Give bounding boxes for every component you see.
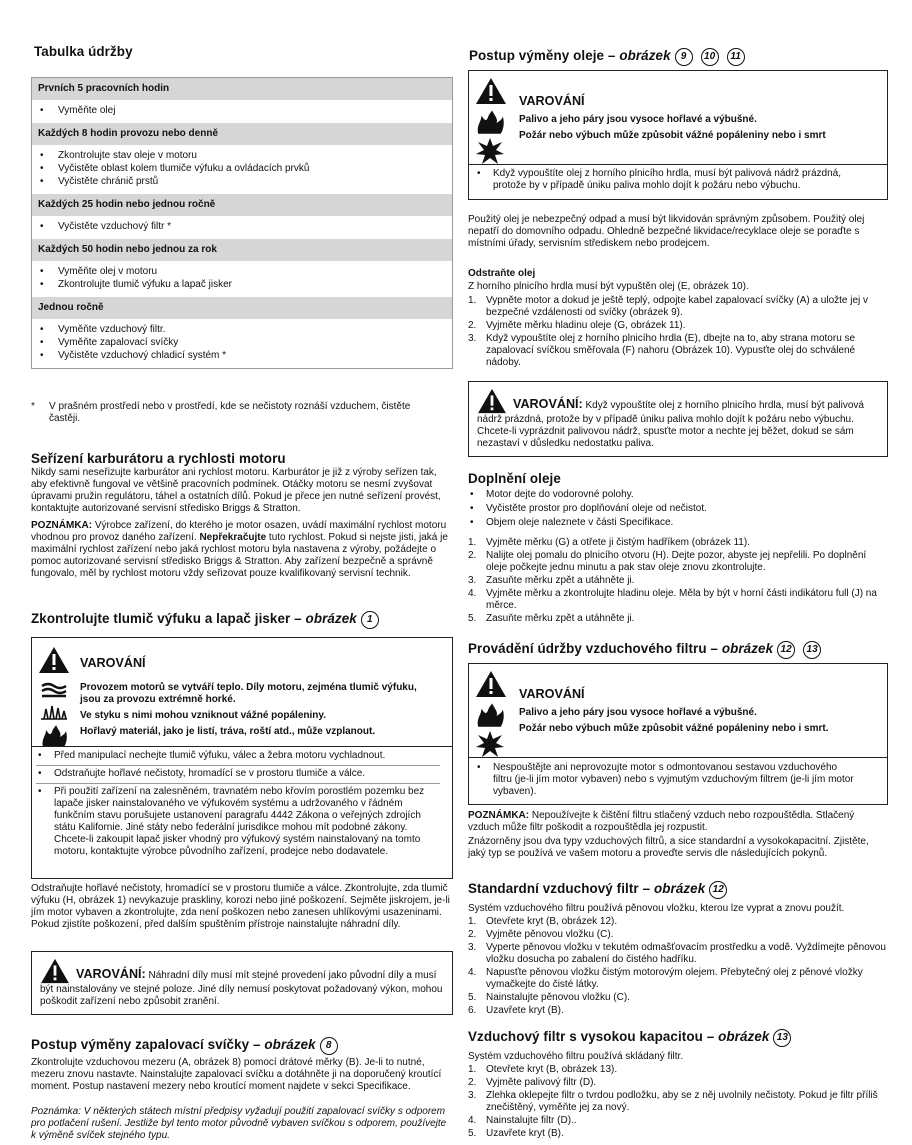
drain-warning-box: VAROVÁNÍ: Když vypouštíte olej z horního plnicího hrdla, musí být palivová nádrž prázdná, protože by v případě úniku paliva mohlo dojít k požáru nebo výbuchu. Chcete-li vyprázdnit palivovou nádrž, spusťte motor a nechte jej běžet, dokud se sám nezastaví v důsledku nedostatku paliva. <box>468 381 888 457</box>
std-filter-title: Standardní vzduchový filtr – obrázek 12 <box>468 881 727 899</box>
fill-bullets: • Motor dejte do vodorovné polohy. • Vyčistěte prostor pro doplňování oleje od nečistot. • Objem oleje naleznete v části Specifikace. <box>468 489 888 531</box>
maintenance-task: • Vyměňte vzduchový filtr. <box>38 324 452 336</box>
hot-surface-icon <box>40 682 68 700</box>
fill-section-title: Doplnění oleje <box>468 471 561 486</box>
air-warning-bullet: • Nespouštějte ani neprovozujte motor s odmontovanou sestavou vzduchového filtru (je-li jím motor vybaven) nebo s vyjmutým vzduchovým filtrem (je-li jím motor vybaven). <box>475 762 855 798</box>
drain-steps: 1. Vypněte motor a dokud je ještě teplý, odpojte kabel zapalovací svíčky (A) a uložte jej v bezpečné vzdálenosti od svíčky (obrázek 9). 2. Vyjměte měrku hladinu oleje (G, obrázek 11). 3. Když vypouštíte olej z horního plnicího hrdla (E), dbejte na to, aby strana motoru se zapalovací svíčkou směřovala (F) nahoru (Obrázek 10). Vypusťte olej do schválené nádoby. <box>468 295 869 368</box>
muffler-paragraph: Odstraňujte hořlavé nečistoty, hromadící se v prostoru tlumiče a válce. Zkontrolujte, zda tlumič výfuku (H, obrázek 1) nevykazuje praskliny, korozi nebo jiné poškození. Sejměte jiskrojem, je-li jím motor vybaven a zkontrolujte, zda není poškozen nebo zanesen uhlíkovými usazeninami. Pokud zjistíte poškození, před dalším spuštěním přístroje nainstalujte náhradní díly. <box>31 883 450 930</box>
std-filter-steps: 1. Otevřete kryt (B, obrázek 12). 2. Vyjměte pěnovou vložku (C). 3. Vyperte pěnovou vložku v tekutém odmašťovacím prostředku a vodě. Vyždímejte pěnovou vložku dosucha po zabalení do čistého hadříku. 4. Napusťte pěnovou vložku čistým motorovým olejem. Přebytečný olej z pěnové vložky vymačkejte do čisté látky. 5. Nainstalujte pěnovou vložku (C). 6. Uzavřete kryt (B). <box>468 916 886 1016</box>
hc-filter-title: Vzduchový filtr s vysokou kapacitou – obrázek 13 <box>468 1029 791 1047</box>
oil-warning-box: VAROVÁNÍ Palivo a jeho páry jsou vysoce hořlavé a výbušné. Požár nebo výbuch může způsobit vážné popáleniny nebo i smrt • Když vypouštíte olej z horního plnicího hrdla, musí být palivová nádrž prázdná, protože by v případě úniku paliva mohlo dojít k požáru nebo výbuchu. <box>468 70 888 200</box>
std-filter-intro: Systém vzduchového filtru používá pěnovou vložku, kterou lze vyprat a znovu použít. <box>468 903 845 914</box>
maintenance-interval-header: Jednou ročně <box>32 297 452 319</box>
maintenance-task: • Vyčistěte chránič prstů <box>38 176 452 188</box>
figure-badge: 12 <box>709 881 727 899</box>
muffler-warning-lines: Provozem motorů se vytváří teplo. Díly motoru, zejména tlumič výfuku, jsou za provozu extrémně horké. Ve styku s nimi mohou vzniknout vážné popáleniny. Hořlavý materiál, jako je listí, tráva, roští atd., může vzplanout. <box>80 682 417 737</box>
figure-badge: 1 <box>361 611 379 629</box>
air-types-paragraph: Znázorněny jsou dva typy vzduchových filtrů, a sice standardní a vysokokapacitní. Zjistěte, jaký typ se používá ve vašem motoru a proveďte servis dle následujících pokynů. <box>468 836 869 859</box>
muffler-warning-title: VAROVÁNÍ <box>80 656 146 670</box>
air-section-title: Provádění údržby vzduchového filtru – obrázek 12 13 <box>468 641 821 659</box>
plug-section-title: Postup výměny zapalovací svíčky – obrázek 8 <box>31 1037 338 1055</box>
grass-fire-icon <box>40 704 68 720</box>
warning-triangle-icon <box>475 77 507 105</box>
oil-section-title: Postup výměny oleje – obrázek 9 10 11 <box>469 48 745 66</box>
plug-note: Poznámka: V některých státech místní předpisy vyžadují použití zapalovací svíčky s odporem pro potlačení rušení. Jestliže byl tento motor původně vybaven svíčkou s odporem, používejte k výměně svíček stejného typu. <box>31 1106 447 1141</box>
carb-paragraph: Nikdy sami neseřizujte karburátor ani rychlost motoru. Karburátor je již z výroby seřízen tak, aby efektivně fungoval ve většině pracovních podmínek. Otáčky motoru se nesmí zvyšovat úpravami pružin regulátoru, táhel a ostatních dílů. Pokud je přece jen nutné seřízení provést, kontaktujte autorizované servisní středisko Briggs & Stratton. <box>31 467 441 514</box>
figure-badge: 13 <box>773 1029 791 1047</box>
explosion-icon <box>475 137 505 165</box>
maintenance-interval-header: Každých 8 hodin provozu nebo denně <box>32 123 452 145</box>
muffler-warning-box <box>31 637 453 879</box>
maintenance-task-list <box>32 319 452 368</box>
muffler-warning-bullets: • Před manipulací nechejte tlumič výfuku, válec a žebra motoru vychladnout. • Odstraňujte hořlavé nečistoty, hromadící se v prostoru tlumiče a válce. • Při použití zařízení na zalesněném, travnatém nebo křovím porostlém pozemku bez lapače jisker nainstalovaného ve výfukovém systému a udržovaného v řádném funkčním stavu porušujete ustanovení paragrafu 4442 Zákona o veřejných zdrojích státu Kalifornie. Jiné státy nebo federální jurisdikce mohou mít podobné zákony. Chcete-li zakoupit lapač jisker vhodný pro výfukový systém nainstalovaný na tomto motoru, kontaktujte výrobce původního zařízení, prodejce nebo dodavatele. <box>36 750 440 860</box>
fire-icon <box>40 724 68 748</box>
air-note: POZNÁMKA: Nepoužívejte k čištění filtru stlačený vzduch nebo rozpouštědla. Stlačený vzduch může filtr poškodit a rozpouštědla jej rozpustit. <box>468 810 855 833</box>
figure-badge: 12 <box>777 641 795 659</box>
maintenance-footnote: * V prašném prostředí nebo v prostředí, kde se nečistoty roznáší vzduchem, čistěte častěji. <box>31 401 411 424</box>
maintenance-interval-header: Každých 25 hodin nebo jednou ročně <box>32 194 452 216</box>
figure-badge: 8 <box>320 1037 338 1055</box>
drain-intro: Z horního plnicího hrdla musí být vypuštěn olej (E, obrázek 10). <box>468 281 749 292</box>
muffler-section-title: Zkontrolujte tlumič výfuku a lapač jisker – obrázek 1 <box>31 611 379 629</box>
maintenance-task-list <box>32 261 452 297</box>
figure-badge: 10 <box>701 48 719 66</box>
fire-icon <box>475 702 505 728</box>
maintenance-table <box>31 77 453 369</box>
oil-warning-bullet: • Když vypouštíte olej z horního plnicího hrdla, musí být palivová nádrž prázdná, protože by v případě úniku paliva mohlo dojít k požáru nebo výbuchu. <box>475 168 871 192</box>
drain-subtitle: Odstraňte olej <box>468 268 536 279</box>
warning-triangle-icon <box>40 958 70 984</box>
maintenance-task: • Vyčistěte vzduchový filtr * <box>38 221 452 233</box>
air-warning-box: VAROVÁNÍ Palivo a jeho páry jsou vysoce hořlavé a výbušné. Požár nebo výbuch může způsobit vážné popáleniny nebo i smrt. • Nespouštějte ani neprovozujte motor s odmontovanou sestavou vzduchového filtru (je-li jím motor vybaven) nebo s vyjmutým vzduchovým filtrem (je-li jím motor vybaven). <box>468 663 888 805</box>
hc-filter-intro: Systém vzduchového filtru používá skládaný filtr. <box>468 1051 684 1062</box>
air-warning-title: VAROVÁNÍ <box>519 687 585 701</box>
maintenance-task-list <box>32 216 452 239</box>
parts-warning-box: VAROVÁNÍ: Náhradní díly musí mít stejné provedení jako původní díly a musí být nainstalovány ve stejné poloze. Jiné díly nemusí poskytovat požadovaný výkon, mohou poškodit zařízení nebo způsobit zranění. <box>31 951 453 1015</box>
maintenance-task: • Vyměňte olej <box>38 105 452 117</box>
maintenance-task-list <box>32 145 452 194</box>
carb-section-title: Seřízení karburátoru a rychlosti motoru <box>31 451 286 466</box>
warning-triangle-icon <box>475 670 507 698</box>
figure-badge: 9 <box>675 48 693 66</box>
maintenance-interval-header: Každých 50 hodin nebo jednou za rok <box>32 239 452 261</box>
hc-filter-steps: 1. Otevřete kryt (B, obrázek 13). 2. Vyjměte palivový filtr (D). 3. Zlehka oklepejte filtr o tvrdou podložku, aby se z něj uvolnily nečistoty. Pokud je filtr příliš znečištěný, vyměňte jej za nový. 4. Nainstalujte filtr (D).. 5. Uzavřete kryt (B). <box>468 1064 878 1139</box>
explosion-icon <box>475 730 505 758</box>
maintenance-task-list <box>32 100 452 123</box>
oil-disposal-paragraph: Použitý olej je nebezpečný odpad a musí být likvidován správným způsobem. Použitý olej nepatří do domovního odpadu. Ohledně bezpečné likvidace/recyklace oleje se poraďte s místními úřady, servisním střediskem nebo prodejcem. <box>468 214 865 249</box>
figure-badge: 11 <box>727 48 745 66</box>
warning-triangle-icon <box>38 646 70 674</box>
maintenance-task: • Vyměňte olej v motoru <box>38 266 452 278</box>
maintenance-task: • Zkontrolujte stav oleje v motoru <box>38 150 452 162</box>
maintenance-task: • Zkontrolujte tlumič výfuku a lapač jisker <box>38 279 452 291</box>
fire-icon <box>475 109 505 135</box>
warning-triangle-icon <box>477 388 507 414</box>
maintenance-task: • Vyčistěte oblast kolem tlumiče výfuku a ovládacích prvků <box>38 163 452 175</box>
carb-note: POZNÁMKA: Výrobce zařízení, do kterého je motor osazen, uvádí maximální rychlost motoru vhodnou pro provoz daného zařízení. Nepřekračujte tuto rychlost. Pokud si nejste jisti, jaká je maximální rychlost zařízení nebo jaká rychlost motoru byla nastavena z výroby, požádejte o pomoc autorizované servisní středisko Briggs & Stratton. Aby zařízení bezpečně a správně fungovalo, měl by rychlost motoru vždy seřizovat pouze kvalifikovaný servisní technik. <box>31 520 448 579</box>
maintenance-task: • Vyměňte zapalovací svíčky <box>38 337 452 349</box>
maintenance-task: • Vyčistěte vzduchový chladicí systém * <box>38 350 452 362</box>
maintenance-interval-header: Prvních 5 pracovních hodin <box>32 78 452 100</box>
plug-paragraph: Zkontrolujte vzduchovou mezeru (A, obrázek 8) pomocí drátové měrky (B). Je-li to nutné, mezeru znovu nastavte. Nainstalujte zapalovací svíčku a dotáhněte ji na doporučený kroutící moment. Postup nastavení mezery nebo kroutící moment najdete v sekci Specifikace. <box>31 1057 442 1092</box>
maintenance-table-title: Tabulka údržby <box>34 44 133 59</box>
figure-badge: 13 <box>803 641 821 659</box>
fill-steps: 1. Vyjměte měrku (G) a otřete ji čistým hadříkem (obrázek 11). 2. Nalijte olej pomalu do plnicího otvoru (H). Dejte pozor, abyste jej nepřelili. Po doplnění oleje počkejte jednu minutu a pak stav oleje znovu zkontrolujte. 3. Zasuňte měrku zpět a utáhněte ji. 4. Vyjměte měrku a zkontrolujte hladinu oleje. Měla by být v horní části indikátoru full (J) na měrce. 5. Zasuňte měrku zpět a utáhněte ji. <box>468 537 877 624</box>
oil-warning-title: VAROVÁNÍ <box>519 94 585 108</box>
